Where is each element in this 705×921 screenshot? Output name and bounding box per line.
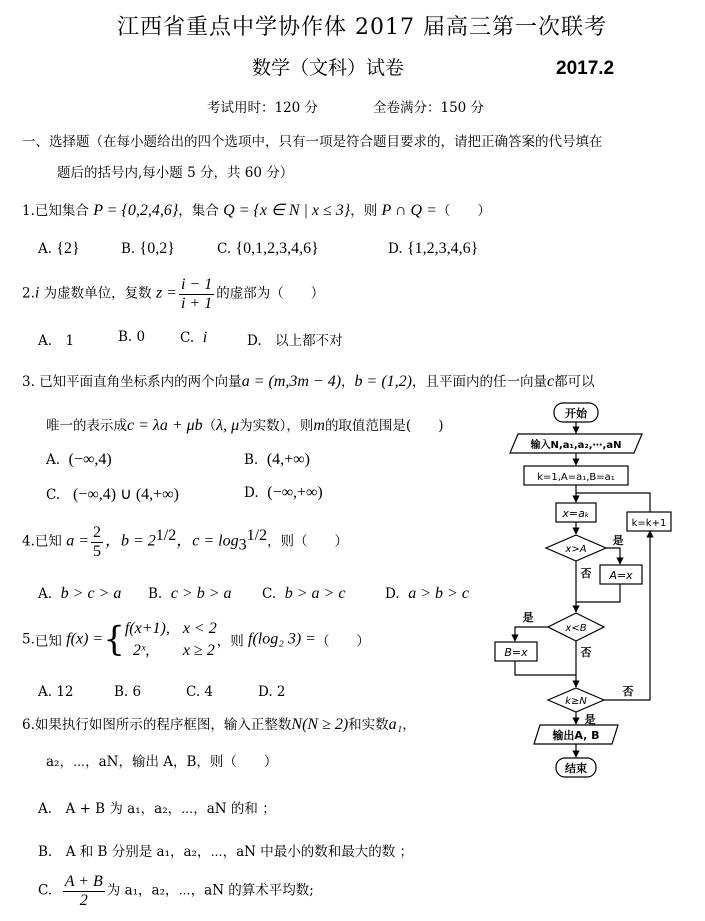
q3-b-value: (4,+∞) (266, 451, 310, 468)
question-6 (22, 713, 416, 734)
q3-l2-expr: c = λa + μb (127, 417, 203, 434)
flow-end-label: 结束 (565, 762, 587, 775)
q2-frac-num: i − 1 (180, 276, 213, 293)
q3-line2 (46, 414, 443, 435)
q2-number: 2. (22, 285, 35, 302)
q4-option-c (262, 585, 345, 603)
q4-number: 4. (22, 533, 35, 550)
q3-vector-a: a = (m,3m − 4) (241, 373, 342, 390)
flowchart (480, 395, 695, 790)
q3-l2-text2: （ (202, 418, 217, 434)
q4-a-den: 5 (92, 542, 101, 560)
q3-number: 3. (22, 374, 35, 390)
page-subtitle: 数学（文科）试卷 (252, 57, 405, 79)
q5-brace: { (103, 619, 125, 660)
q4-a-label: A. (38, 586, 53, 602)
q1-paren: （ ） (436, 203, 491, 219)
q3-l2-text4: 的取值范围是( ) (324, 418, 444, 434)
q6-c-fraction (63, 873, 105, 909)
flow-no3-label: 否 (622, 685, 634, 698)
q3-option-c (46, 484, 179, 504)
q1-option-a (38, 240, 80, 258)
q2-text2: 的虚部为（ ） (216, 285, 325, 302)
exam-date: 2017.2 (556, 58, 615, 79)
q4-c-eq: ，c = log (176, 532, 239, 550)
flow-setb-label: B=x (504, 646, 528, 659)
flow-inc-label: k=k+1 (631, 518, 667, 529)
q3-vector-b: b = (1,2) (354, 373, 412, 390)
q1-d-value: {1,2,3,4,6} (406, 240, 479, 257)
q3-l2-text: 唯一的表示成 (46, 418, 127, 434)
q4-a-eq: a = (66, 532, 89, 550)
q4-b-eq: ，b = 2 (104, 532, 156, 550)
q3-option-d (244, 484, 323, 502)
q6-number: 6. (22, 717, 35, 733)
q4-a-value: b > c > a (60, 585, 122, 602)
question-4 (22, 524, 348, 560)
q5-case2-cond: x ≥ 2 (182, 641, 215, 659)
q6-option-a: A. A + B 为 a₁，a₂，⋯，aN 的和 ； (38, 801, 276, 817)
q4-option-a (38, 585, 121, 603)
flow-assign-label: x=aₖ (562, 507, 590, 520)
section-heading-line1: 一、选择题（在每小题给出的四个选项中，只有一项是符合题目要求的，请把正确答案的代号填在 (22, 134, 603, 150)
q5-option-a: A. 12 (38, 684, 74, 700)
q6-c-text: 为 a₁，a₂，⋯，aN 的算术平均数; (106, 882, 314, 899)
flow-cond2-label: x<B (565, 623, 587, 634)
q6-option-b: B. A 和 B 分别是 a₁，a₂，⋯，aN 中最小的数和最大的数 ； (38, 844, 414, 860)
q6-c-num: A + B (64, 873, 103, 890)
q4-option-b (148, 585, 232, 603)
q1-a-value: {2} (56, 240, 80, 257)
q3-a-label: A. (46, 452, 61, 468)
q5-paren: （ ） (315, 633, 370, 650)
q3-text2: ， (341, 374, 355, 390)
page-title: 江西省重点中学协作体 2017 届高三第一次联考 (117, 15, 607, 40)
q5-option-d: D. 2 (258, 684, 286, 700)
q2-i: i (34, 284, 40, 302)
q2-c-value: i (202, 329, 208, 346)
q3-l2-text3: 为实数），则 (239, 418, 314, 434)
q6-text: 如果执行如图所示的程序框图，输入正整数 (34, 717, 292, 733)
q4-b-exponent: 1/2 (155, 527, 177, 545)
question-5 (22, 618, 370, 661)
q4-b-label: B. (148, 586, 163, 602)
flow-no1-label: 否 (580, 567, 592, 580)
q4-c-arg: 1/2 (246, 527, 268, 545)
question-3 (22, 370, 595, 391)
q2-frac-den: i + 1 (180, 294, 213, 312)
question-1 (22, 199, 491, 220)
flow-no2-label: 否 (580, 646, 592, 659)
q1-b-value: {0,2} (139, 240, 175, 257)
q1-c-value: {0,1,2,3,4,6} (235, 240, 319, 257)
flow-seta-label: A=x (609, 569, 633, 582)
q3-l2-m: m (313, 417, 325, 434)
q4-d-value: a > b > c (408, 585, 469, 602)
q6-c-label: C. (38, 882, 53, 899)
q2-option-a: A. 1 (38, 333, 75, 349)
q5-case1-cond: x < 2 (182, 620, 217, 637)
q5-number: 5. (22, 631, 35, 648)
q5-case1-expr: f(x+1), (124, 620, 170, 637)
exam-time: 考试用时：120 分 (207, 100, 319, 116)
q6-n-expr: N(N ≥ 2) (291, 716, 349, 733)
q4-d-label: D. (385, 586, 400, 602)
q5-fx: f(x) = (66, 630, 104, 648)
q1-text2: ，集合 (178, 203, 224, 219)
q3-text: 已知平面直角坐标系内的两个向量 (39, 374, 242, 390)
q6-text3: ， (402, 717, 416, 733)
q2-c-label: C. (180, 330, 195, 346)
q4-text: 已知 (34, 533, 67, 550)
flow-yes3-label: 是 (584, 713, 596, 726)
q4-c-base: 3 (238, 536, 247, 554)
q3-l2-lambda-mu: λ, μ (216, 417, 240, 434)
q1-option-c (217, 240, 319, 258)
q2-text: 为虚数单位，复数 (39, 285, 156, 302)
q3-b-label: B. (244, 452, 259, 468)
q1-c-label: C. (217, 241, 232, 257)
q1-option-b (121, 240, 175, 258)
q4-option-d (385, 585, 469, 603)
q5-option-b: B. 6 (114, 684, 142, 700)
q4-a-num: 2 (92, 524, 101, 541)
flow-start-label: 开始 (565, 407, 587, 420)
q1-option-d (388, 240, 478, 258)
flow-output-label: 输出A, B (552, 729, 600, 742)
q3-text3: ，且平面内的任一向量 (412, 374, 547, 390)
section-heading-line2: 题后的括号内,每小题 5 分，共 60 分） (57, 165, 294, 181)
q5-text: 已知 (34, 633, 67, 650)
flow-cond3-label: k≥N (565, 696, 587, 707)
flow-init-label: k=1,A=a₁,B=a₁ (537, 472, 615, 483)
q3-option-b (244, 451, 310, 469)
q1-text: 已知集合 (34, 203, 94, 219)
q6-text2: 和实数 (348, 717, 389, 733)
q3-d-label: D. (244, 485, 259, 501)
q4-b-value: c > b > a (170, 585, 232, 602)
q3-option-a (46, 451, 112, 469)
question-2 (22, 276, 324, 312)
q3-vector-c: c (547, 373, 555, 390)
exam-score: 全卷满分：150 分 (373, 100, 485, 116)
q3-c-value: (−∞,4) ∪ (4,+∞) (73, 486, 179, 503)
q3-text4: 都可以 (554, 374, 595, 390)
q2-fraction (179, 276, 214, 312)
q1-expr: P ∩ Q = (381, 202, 437, 219)
q2-option-c (180, 329, 207, 347)
q5-expr: f(log₂ 3) = (248, 630, 316, 648)
q5-option-c: C. 4 (186, 684, 214, 700)
q6-c-den: 2 (79, 891, 88, 909)
q6-line2: a₂，⋯，aN，输出 A，B，则（ ） (46, 754, 278, 770)
q3-d-value: (−∞,+∞) (267, 484, 323, 501)
q2-option-b: B. 0 (118, 329, 146, 345)
q1-text3: ，则 (350, 203, 382, 219)
q4-text2: ，则（ ） (267, 533, 349, 550)
q4-c-value: b > a > c (284, 585, 346, 602)
q4-c-label: C. (262, 586, 277, 602)
q1-number: 1. (22, 203, 35, 219)
q1-b-label: B. (121, 241, 136, 257)
flow-yes2-label: 是 (522, 611, 534, 624)
q1-d-label: D. (388, 241, 403, 257)
q1-set-q: Q = {x ∈ N | x ≤ 3} (223, 202, 351, 219)
q5-piecewise (125, 618, 217, 661)
q3-c-label: C. (46, 487, 61, 503)
q5-text2: ，则 (216, 633, 249, 650)
q3-a-value: (−∞,4) (68, 451, 112, 468)
flow-input-label: 输入N,a₁,a₂,⋯,aN (530, 440, 622, 451)
q2-option-d: D. 以上都不对 (247, 333, 343, 349)
q6-option-c (38, 873, 314, 909)
flow-cond1-label: x>A (565, 544, 587, 555)
q2-z: z = (155, 284, 177, 302)
q4-a-fraction (91, 524, 103, 560)
q6-a1: a₁ (388, 716, 403, 733)
flow-yes1-label: 是 (612, 534, 624, 547)
q1-set-p: P = {0,2,4,6} (93, 202, 179, 219)
q1-a-label: A. (38, 241, 53, 257)
q5-case2-expr: 2ˣ, (132, 641, 150, 659)
